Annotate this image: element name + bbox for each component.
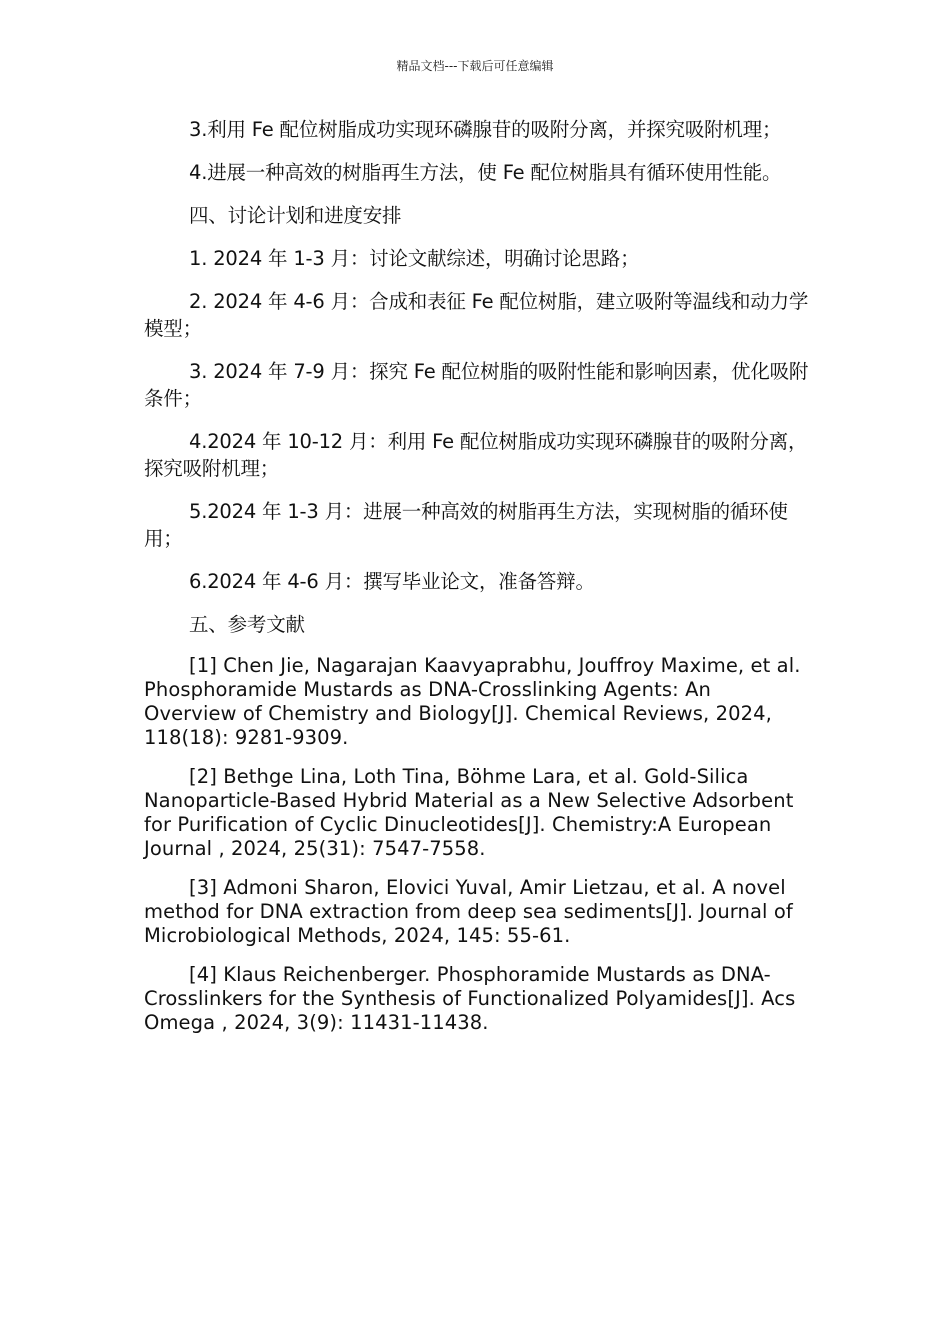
reference-item: [1] Chen Jie, Nagarajan Kaavyaprabhu, Jouffroy Maxime, et al. Phosphoramide Mustards as DNA-Crosslinking Agents: An Overview of Chemistry and Biology[J]. Chemical Reviews, 2024, 118(18): 9281-9309. [144,654,801,749]
schedule-item-3: 3. 2024 年 7-9 月：探究 Fe 配位树脂的吸附性能和影响因素，优化吸附条件； [144,360,809,410]
schedule-item-1: 1. 2024 年 1-3 月：讨论文献综述，明确讨论思路； [189,247,640,270]
section-heading-plan: 四、讨论计划和进度安排 [189,204,402,227]
page-header: 精品文档---下载后可任意编辑 [396,59,554,73]
reference-item: [3] Admoni Sharon, Elovici Yuval, Amir Lietzau, et al. A novel method for DNA extraction from deep sea sediments[J]. Journal of Microbiological Methods, 2024, 145: 55-61. [144,876,793,947]
schedule-item-5: 5.2024 年 1-3 月：进展一种高效的树脂再生方法，实现树脂的循环使用； [144,500,788,550]
schedule-item-2: 2. 2024 年 4-6 月：合成和表征 Fe 配位树脂，建立吸附等温线和动力学模型； [144,290,809,340]
document-body [144,116,809,1050]
schedule-item-4: 4.2024 年 10-12 月：利用 Fe 配位树脂成功实现环磷腺苷的吸附分离，探究吸附机理； [144,430,808,480]
reference-item: [2] Bethge Lina, Loth Tina, Böhme Lara, et al. Gold-Silica Nanoparticle-Based Hybrid Material as a New Selective Adsorbent for Purification of Cyclic Dinucleotides[J]. Chemistry:A European Journal , 2024, 25(31): 7547-7558. [144,765,794,860]
schedule-item-6: 6.2024 年 4-6 月：撰写毕业论文，准备答辩。 [189,570,595,593]
goal-item-4: 4.进展一种高效的树脂再生方法，使 Fe 配位树脂具有循环使用性能。 [189,161,782,184]
reference-item: [4] Klaus Reichenberger. Phosphoramide Mustards as DNA-Crosslinkers for the Synthesis of Functionalized Polyamides[J]. Acs Omega , 2024, 3(9): 11431-11438. [144,963,796,1034]
section-heading-references: 五、参考文献 [189,613,305,636]
goal-item-3: 3.利用 Fe 配位树脂成功实现环磷腺苷的吸附分离，并探究吸附机理； [189,118,782,141]
